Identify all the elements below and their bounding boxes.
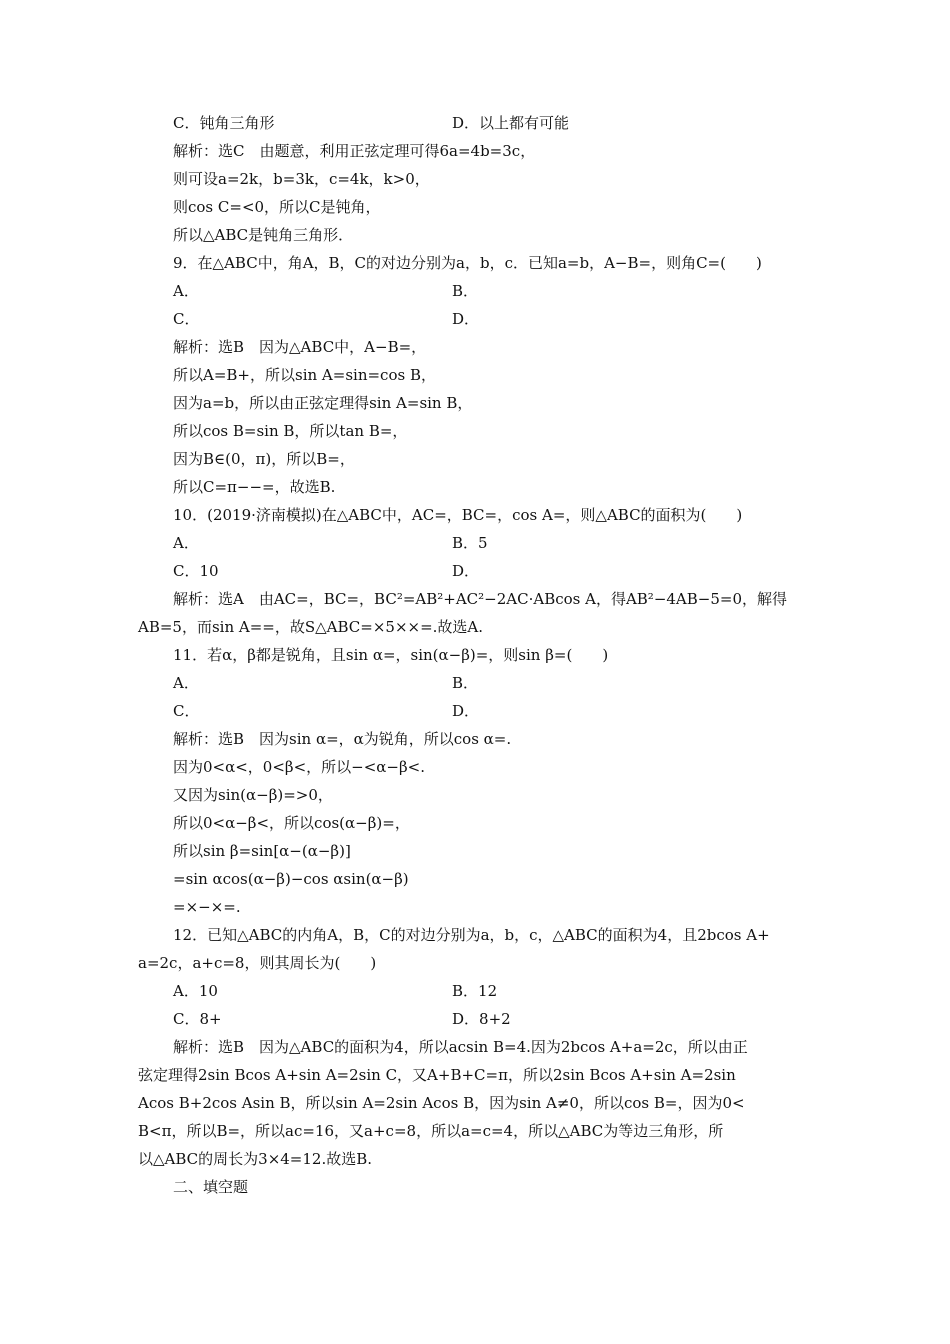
- text-line: B．12: [452, 982, 498, 1000]
- text-line: 9．在△ABC中，角A，B，C的对边分别为a，b，c．已知a=b，A−B=，则角C=( ): [173, 254, 762, 272]
- text-line: Acos B+2cos Asin B，所以sin A=2sin Acos B，因为sin A≠0，所以cos B=，因为0<: [138, 1094, 745, 1112]
- text-line: 10．(2019·济南模拟)在△ABC中，AC=，BC=，cos A=，则△ABC的面积为( ): [173, 506, 743, 524]
- text-line: A．10: [173, 982, 218, 1000]
- text-line: B<π，所以B=，所以ac=16，又a+c=8，所以a=c=4，所以△ABC为等边三角形，所: [138, 1122, 724, 1140]
- text-line: D．: [452, 310, 480, 328]
- text-line: 又因为sin(α−β)=>0，: [173, 786, 333, 804]
- text-line: C．10: [173, 562, 219, 580]
- text-line: 11．若α，β都是锐角，且sin α=，sin(α−β)=，则sin β=( ): [173, 646, 609, 664]
- text-line: 解析：选B 因为△ABC中，A−B=，: [173, 338, 427, 356]
- text-line: 因为a=b，所以由正弦定理得sin A=sin B，: [173, 394, 473, 412]
- text-line: 因为0<α<，0<β<，所以−<α−β<.: [173, 758, 426, 776]
- text-line: C．: [173, 310, 200, 328]
- text-line: 所以A=B+，所以sin A=sin=cos B，: [173, 366, 436, 384]
- text-line: B．: [452, 282, 479, 300]
- text-line: A．: [173, 534, 199, 552]
- text-line: A．: [173, 674, 199, 692]
- text-line: 所以△ABC是钝角三角形．: [173, 226, 354, 244]
- text-line: C．: [173, 702, 200, 720]
- text-line: 解析：选A 由AC=，BC=，BC²=AB²+AC²−2AC·ABcos A，得AB²−4AB−5=0，解得: [173, 590, 788, 608]
- text-line: 以△ABC的周长为3×4=12.故选B.: [138, 1150, 373, 1168]
- text-line: D．: [452, 562, 480, 580]
- text-line: D．以上都有可能: [452, 114, 570, 132]
- text-line: B．: [452, 674, 479, 692]
- text-line: D．: [452, 702, 480, 720]
- text-line: 因为B∈(0，π)，所以B=，: [173, 450, 355, 468]
- text-line: 则可设a=2k，b=3k，c=4k，k>0，: [173, 170, 430, 188]
- text-line: A．: [173, 282, 199, 300]
- text-line: 解析：选B 因为sin α=，α为锐角，所以cos α=.: [173, 730, 512, 748]
- text-line: 所以C=π−−=，故选B.: [173, 478, 336, 496]
- text-line: =sin αcos(α−β)−cos αsin(α−β): [173, 870, 409, 888]
- text-line: 弦定理得2sin Bcos A+sin A=2sin C，又A+B+C=π，所以2sin Bcos A+sin A=2sin: [138, 1066, 736, 1084]
- text-line: 所以0<α−β<，所以cos(α−β)=，: [173, 814, 410, 832]
- text-line: =×−×=.: [173, 898, 241, 916]
- text-line: 解析：选B 因为△ABC的面积为4，所以acsin B=4.因为2bcos A+a=2c，所以由正: [173, 1038, 748, 1056]
- text-line: 则cos C=<0，所以C是钝角，: [173, 198, 381, 216]
- text-line: B．5: [452, 534, 488, 552]
- text-line: C．钝角三角形: [173, 114, 275, 132]
- text-line: D．8+2: [452, 1010, 511, 1028]
- text-line: 二、填空题: [173, 1178, 249, 1196]
- text-line: 所以cos B=sin B，所以tan B=，: [173, 422, 408, 440]
- text-line: C．8+: [173, 1010, 222, 1028]
- text-line: AB=5，而sin A==，故S△ABC=×5××=.故选A.: [138, 618, 484, 636]
- text-line: 解析：选C 由题意，利用正弦定理可得6a=4b=3c，: [173, 142, 536, 160]
- text-line: 所以sin β=sin[α−(α−β)]: [173, 842, 351, 860]
- text-line: a=2c，a+c=8，则其周长为( ): [138, 954, 377, 972]
- text-line: 12．已知△ABC的内角A，B，C的对边分别为a，b，c，△ABC的面积为4，且2bcos A+: [173, 926, 770, 944]
